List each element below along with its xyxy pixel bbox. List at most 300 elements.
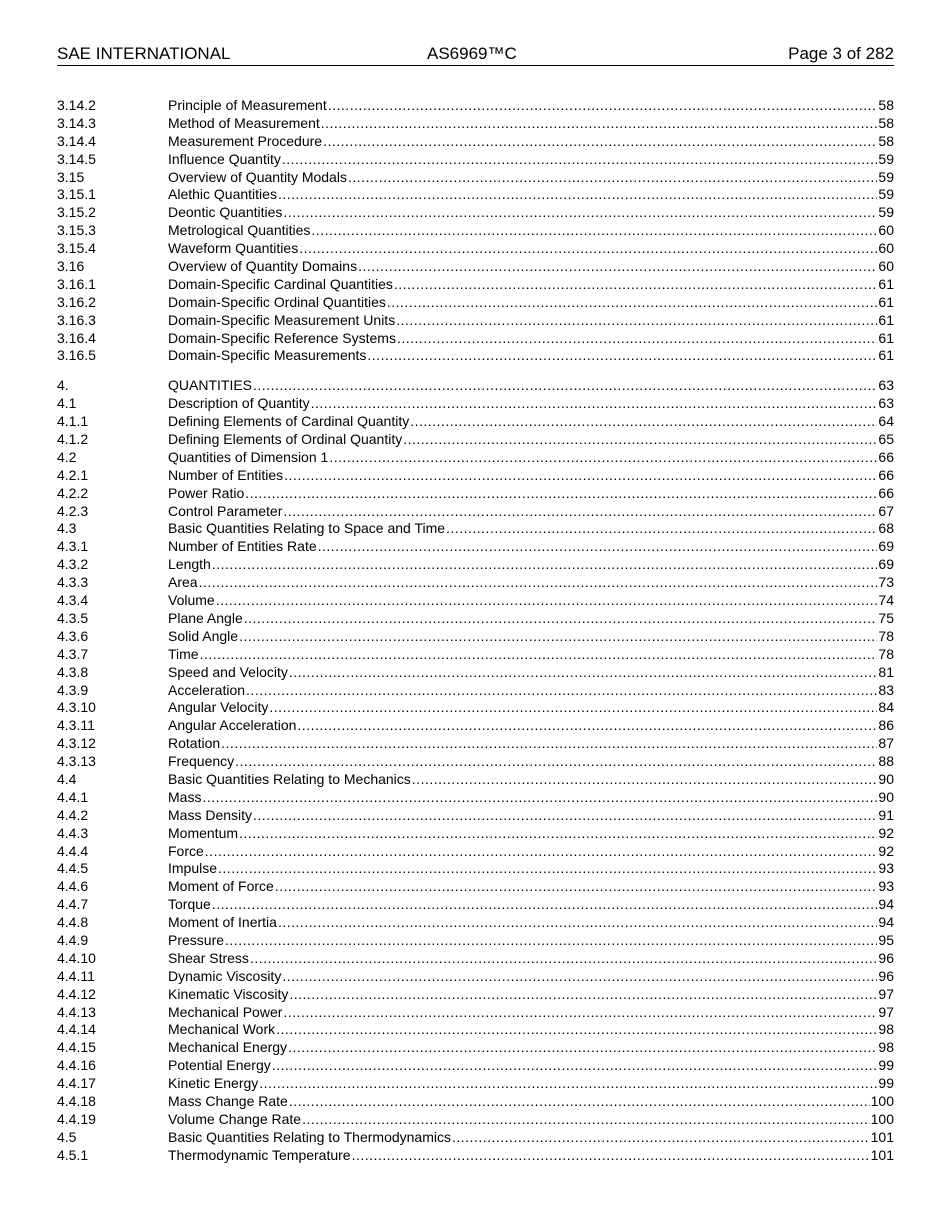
toc-entry[interactable] <box>57 97 894 115</box>
toc-entry[interactable] <box>57 449 894 467</box>
toc-section-title: Basic Quantities Relating to Thermodynamics <box>168 1128 451 1145</box>
toc-dot-leader <box>259 1075 877 1093</box>
toc-entry[interactable] <box>57 753 894 771</box>
toc-dot-leader <box>288 1039 877 1057</box>
toc-dot-leader <box>452 1129 870 1147</box>
toc-section-number: 4.1.1 <box>57 413 89 430</box>
toc-section-number: 4.1.2 <box>57 431 89 448</box>
toc-section-number: 3.16.4 <box>57 329 96 346</box>
toc-entry[interactable] <box>57 699 894 717</box>
toc-entry[interactable] <box>57 377 894 395</box>
toc-dot-leader <box>284 467 877 485</box>
toc-section-number: 4.4.8 <box>57 914 89 931</box>
toc-section-title: Defining Elements of Ordinal Quantity <box>168 431 403 448</box>
toc-section-title: Length <box>168 556 211 573</box>
toc-dot-leader <box>225 932 877 950</box>
toc-section-number: 4.1 <box>57 395 77 412</box>
toc-dot-leader <box>272 1057 878 1075</box>
toc-entry-line <box>168 538 894 556</box>
toc-section-title: Power Ratio <box>168 484 245 501</box>
toc-dot-leader <box>396 312 877 330</box>
toc-entry-line <box>168 186 894 204</box>
toc-dot-leader <box>253 807 877 825</box>
toc-entry[interactable] <box>57 771 894 789</box>
toc-entry-line <box>168 258 894 276</box>
toc-dot-leader <box>367 347 877 365</box>
header-org: SAE INTERNATIONAL <box>57 44 231 63</box>
toc-entry[interactable] <box>57 467 894 485</box>
toc-dot-leader <box>276 1021 877 1039</box>
toc-section-title: Influence Quantity <box>168 150 281 167</box>
toc-section-number: 3.15 <box>57 168 85 185</box>
toc-entry[interactable] <box>57 574 894 592</box>
toc-entry-line <box>168 646 894 664</box>
toc-page-number: 69 <box>878 538 894 555</box>
toc-section-title: Mass Change Rate <box>168 1092 288 1109</box>
toc-entry[interactable] <box>57 294 894 312</box>
toc-entry[interactable] <box>57 682 894 700</box>
toc-entry-line <box>168 789 894 807</box>
toc-dot-leader <box>245 485 877 503</box>
toc-section-title: Shear Stress <box>168 949 249 966</box>
toc-entry[interactable] <box>57 395 894 413</box>
toc-section-title: Deontic Quantities <box>168 204 283 221</box>
toc-entry-line <box>168 1057 894 1075</box>
toc-section-title: Alethic Quantities <box>168 186 277 203</box>
toc-page-number: 78 <box>878 627 894 644</box>
toc-entry[interactable] <box>57 1004 894 1022</box>
toc-entry-line <box>168 914 894 932</box>
toc-entry-line <box>168 276 894 294</box>
toc-entry[interactable] <box>57 860 894 878</box>
toc-section-title: Basic Quantities Relating to Mechanics <box>168 770 411 787</box>
toc-page-number: 69 <box>878 556 894 573</box>
toc-section-number: 3.14.4 <box>57 132 96 149</box>
toc-entry[interactable] <box>57 950 894 968</box>
toc-entry[interactable] <box>57 276 894 294</box>
toc-section-title: Domain-Specific Measurements <box>168 347 367 364</box>
toc-entry[interactable] <box>57 222 894 240</box>
toc-entry[interactable] <box>57 204 894 222</box>
toc-section-number: 4.4.16 <box>57 1057 96 1074</box>
toc-section-title: Speed and Velocity <box>168 663 288 680</box>
toc-section-number: 4.4 <box>57 770 77 787</box>
toc-section-number: 4.4.2 <box>57 806 89 823</box>
toc-page-number: 99 <box>878 1075 894 1092</box>
toc-dot-leader <box>239 825 877 843</box>
toc-section-number: 4.4.19 <box>57 1110 96 1127</box>
toc-section-title: Waveform Quantities <box>168 240 299 257</box>
toc-section-title: Rotation <box>168 735 221 752</box>
toc-entry[interactable] <box>57 258 894 276</box>
toc-entry-line <box>168 556 894 574</box>
toc-entry-line <box>168 610 894 628</box>
toc-entry-line <box>168 771 894 789</box>
toc-page-number: 60 <box>878 258 894 275</box>
toc-page-number: 90 <box>878 770 894 787</box>
toc-section-number: 3.16.3 <box>57 311 96 328</box>
toc-entry[interactable] <box>57 413 894 431</box>
toc-section-number: 4.4.13 <box>57 1003 96 1020</box>
toc-page-number: 61 <box>878 347 894 364</box>
toc-page-number: 101 <box>870 1146 894 1163</box>
toc-entry-line <box>168 1093 894 1111</box>
toc-dot-leader <box>250 950 877 968</box>
toc-page-number: 59 <box>878 168 894 185</box>
toc-entry[interactable] <box>57 169 894 187</box>
toc-dot-leader <box>403 431 877 449</box>
toc-entry[interactable] <box>57 485 894 503</box>
toc-dot-leader <box>282 151 878 169</box>
toc-page-number: 88 <box>878 753 894 770</box>
toc-entry[interactable] <box>57 932 894 950</box>
toc-dot-leader <box>412 771 878 789</box>
toc-entry-line <box>168 968 894 986</box>
toc-entry[interactable] <box>57 843 894 861</box>
toc-entry[interactable] <box>57 312 894 330</box>
toc-entry[interactable] <box>57 1093 894 1111</box>
toc-section-title: Kinetic Energy <box>168 1075 259 1092</box>
toc-section-number: 4.2.3 <box>57 502 89 519</box>
toc-section-number: 4.3.1 <box>57 538 89 555</box>
toc-entry[interactable] <box>57 1147 894 1165</box>
toc-section-number: 4.3.5 <box>57 609 89 626</box>
toc-page-number: 60 <box>878 222 894 239</box>
toc-page-number: 94 <box>878 896 894 913</box>
toc-entry[interactable] <box>57 1129 894 1147</box>
toc-entry-line <box>168 843 894 861</box>
toc-section-number: 4.3.7 <box>57 645 89 662</box>
toc-entry[interactable] <box>57 133 894 151</box>
toc-section-title: Domain-Specific Cardinal Quantities <box>168 275 393 292</box>
toc-section-title: Mass <box>168 788 202 805</box>
toc-page-number: 93 <box>878 860 894 877</box>
toc-page-number: 61 <box>878 293 894 310</box>
toc-page-number: 59 <box>878 186 894 203</box>
toc-entry-line <box>168 682 894 700</box>
toc-entry[interactable] <box>57 628 894 646</box>
toc-section-number: 4.4.9 <box>57 931 89 948</box>
toc-dot-leader <box>205 843 878 861</box>
toc-section-title: Method of Measurement <box>168 114 320 131</box>
toc-page-number: 96 <box>878 967 894 984</box>
toc-dot-leader <box>239 628 877 646</box>
page-header <box>57 43 894 66</box>
toc-entry-line <box>168 699 894 717</box>
toc-section-title: Mechanical Work <box>168 1021 276 1038</box>
toc-page-number: 61 <box>878 311 894 328</box>
toc-section-number: 3.16.5 <box>57 347 96 364</box>
toc-entry-line <box>168 986 894 1004</box>
toc-dot-leader <box>352 1147 870 1165</box>
toc-page-number: 100 <box>870 1092 894 1109</box>
toc-section-number: 3.14.3 <box>57 114 96 131</box>
toc-section-number: 3.15.1 <box>57 186 96 203</box>
toc-section-title: Angular Velocity <box>168 699 269 716</box>
toc-entry-line <box>168 807 894 825</box>
toc-entry-line <box>168 896 894 914</box>
toc-entry-line <box>168 97 894 115</box>
toc-section-number: 3.15.2 <box>57 204 96 221</box>
toc-section-title: Metrological Quantities <box>168 222 311 239</box>
toc-entry[interactable] <box>57 330 894 348</box>
toc-entry-line <box>168 222 894 240</box>
toc-dot-leader <box>446 520 877 538</box>
toc-entry[interactable] <box>57 520 894 538</box>
toc-dot-leader <box>216 592 878 610</box>
toc-dot-leader <box>212 896 878 914</box>
toc-dot-leader <box>283 204 877 222</box>
toc-dot-leader <box>289 664 878 682</box>
toc-entry-line <box>168 330 894 348</box>
toc-section-title: Overview of Quantity Domains <box>168 258 358 275</box>
toc-section-number: 4.3.2 <box>57 556 89 573</box>
toc-section-number: 4.3.4 <box>57 592 89 609</box>
toc-dot-leader <box>235 753 877 771</box>
toc-section-title: Dynamic Viscosity <box>168 967 282 984</box>
toc-entry[interactable] <box>57 538 894 556</box>
toc-entry-line <box>168 932 894 950</box>
toc-section-number: 4.2.2 <box>57 484 89 501</box>
toc-entry[interactable] <box>57 186 894 204</box>
toc-entry-line <box>168 151 894 169</box>
toc-section-number: 4. <box>57 377 69 394</box>
toc-dot-leader <box>244 610 878 628</box>
toc-section-number: 4.4.6 <box>57 878 89 895</box>
toc-section-title: Moment of Force <box>168 878 274 895</box>
toc-dot-leader <box>212 556 878 574</box>
toc-entry[interactable] <box>57 986 894 1004</box>
toc-section-title: Volume Change Rate <box>168 1110 302 1127</box>
toc-dot-leader <box>328 97 878 115</box>
toc-section-title: Plane Angle <box>168 609 243 626</box>
toc-section-title: Defining Elements of Cardinal Quantity <box>168 413 410 430</box>
toc-dot-leader <box>323 133 877 151</box>
toc-entry-line <box>168 878 894 896</box>
toc-entry[interactable] <box>57 592 894 610</box>
toc-page-number: 97 <box>878 1003 894 1020</box>
toc-entry-line <box>168 592 894 610</box>
toc-page-number: 97 <box>878 985 894 1002</box>
toc-entry-line <box>168 467 894 485</box>
toc-entry-line <box>168 860 894 878</box>
table-of-contents <box>57 97 894 1165</box>
toc-section-title: Principle of Measurement <box>168 97 327 113</box>
toc-section-title: Overview of Quantity Modals <box>168 168 347 185</box>
toc-section-title: Force <box>168 842 204 859</box>
toc-entry-line <box>168 574 894 592</box>
toc-page-number: 92 <box>878 824 894 841</box>
toc-entry-line <box>168 169 894 187</box>
toc-entry[interactable] <box>57 556 894 574</box>
toc-section-number: 4.3 <box>57 520 77 537</box>
toc-entry[interactable] <box>57 1021 894 1039</box>
toc-page-number: 59 <box>878 150 894 167</box>
toc-page-number: 66 <box>878 448 894 465</box>
toc-section-number: 3.14.2 <box>57 97 96 113</box>
toc-entry[interactable] <box>57 1039 894 1057</box>
toc-entry-line <box>168 377 894 395</box>
toc-section-title: Quantities of Dimension 1 <box>168 448 329 465</box>
toc-dot-leader <box>289 1093 870 1111</box>
toc-page-number: 74 <box>878 592 894 609</box>
toc-section-title: Angular Acceleration <box>168 717 297 734</box>
toc-dot-leader <box>289 986 877 1004</box>
toc-entry[interactable] <box>57 968 894 986</box>
toc-section-title: Kinematic Viscosity <box>168 985 289 1002</box>
toc-section-title: Domain-Specific Reference Systems <box>168 329 396 346</box>
toc-page-number: 66 <box>878 484 894 501</box>
toc-section-number: 4.4.15 <box>57 1039 96 1056</box>
toc-entry[interactable] <box>57 878 894 896</box>
toc-section-title: Area <box>168 574 198 591</box>
toc-dot-leader <box>321 115 878 133</box>
toc-entry-line <box>168 413 894 431</box>
toc-entry-line <box>168 628 894 646</box>
toc-section-title: QUANTITIES <box>168 377 253 394</box>
toc-section-number: 4.3.6 <box>57 627 89 644</box>
toc-entry[interactable] <box>57 896 894 914</box>
toc-page-number: 96 <box>878 949 894 966</box>
toc-section-title: Mass Density <box>168 806 253 823</box>
toc-entry-line <box>168 240 894 258</box>
toc-dot-leader <box>199 574 878 592</box>
toc-page-number: 58 <box>878 132 894 149</box>
toc-section-number: 4.2.1 <box>57 466 89 483</box>
toc-section-title: Domain-Specific Measurement Units <box>168 311 396 328</box>
toc-entry-line <box>168 1111 894 1129</box>
toc-dot-leader <box>311 395 878 413</box>
toc-entry[interactable] <box>57 717 894 735</box>
toc-section-title: Time <box>168 645 199 662</box>
toc-section-number: 3.14.5 <box>57 150 96 167</box>
toc-section-number: 4.4.17 <box>57 1075 96 1092</box>
toc-entry[interactable] <box>57 347 894 365</box>
toc-dot-leader <box>318 538 878 556</box>
toc-section-title: Number of Entities Rate <box>168 538 317 555</box>
toc-page-number: 63 <box>878 377 894 394</box>
toc-section-title: Pressure <box>168 931 225 948</box>
toc-entry-line <box>168 1147 894 1165</box>
toc-entry[interactable] <box>57 610 894 628</box>
toc-page-number: 100 <box>870 1110 894 1127</box>
toc-dot-leader <box>275 878 878 896</box>
toc-section-title: Domain-Specific Ordinal Quantities <box>168 293 386 310</box>
toc-section-title: Frequency <box>168 753 235 770</box>
toc-section-title: Thermodynamic Temperature <box>168 1146 351 1163</box>
toc-dot-leader <box>200 646 878 664</box>
toc-entry-line <box>168 717 894 735</box>
toc-entry[interactable] <box>57 503 894 521</box>
toc-page-number: 92 <box>878 842 894 859</box>
toc-entry[interactable] <box>57 825 894 843</box>
toc-dot-leader <box>329 449 877 467</box>
toc-section-number: 3.16 <box>57 258 85 275</box>
toc-page-number: 98 <box>878 1039 894 1056</box>
toc-section-number: 4.3.10 <box>57 699 96 716</box>
toc-entry[interactable] <box>57 431 894 449</box>
toc-dot-leader <box>246 682 877 700</box>
toc-section-number: 4.5 <box>57 1128 77 1145</box>
toc-entry-line <box>168 204 894 222</box>
toc-entry[interactable] <box>57 646 894 664</box>
toc-dot-leader <box>218 860 877 878</box>
toc-page-number: 99 <box>878 1057 894 1074</box>
toc-entry-line <box>168 485 894 503</box>
toc-section-title: Mechanical Energy <box>168 1039 288 1056</box>
toc-entry[interactable] <box>57 807 894 825</box>
toc-section-number: 3.16.2 <box>57 293 96 310</box>
toc-page-number: 65 <box>878 431 894 448</box>
toc-section-number: 4.4.1 <box>57 788 89 805</box>
toc-page-number: 84 <box>878 699 894 716</box>
toc-section-number: 4.3.13 <box>57 753 96 770</box>
toc-page-number: 75 <box>878 609 894 626</box>
toc-entry[interactable] <box>57 115 894 133</box>
toc-section-title: Number of Entities <box>168 466 284 483</box>
toc-section-number: 4.5.1 <box>57 1146 89 1163</box>
toc-dot-leader <box>410 413 877 431</box>
toc-entry-line <box>168 1039 894 1057</box>
toc-entry[interactable] <box>57 1111 894 1129</box>
toc-section-number: 4.3.3 <box>57 574 89 591</box>
toc-section-title: Solid Angle <box>168 627 239 644</box>
toc-entry[interactable] <box>57 664 894 682</box>
toc-entry-line <box>168 449 894 467</box>
toc-page-number: 63 <box>878 395 894 412</box>
toc-entry-line <box>168 520 894 538</box>
toc-dot-leader <box>297 717 877 735</box>
toc-entry[interactable] <box>57 1075 894 1093</box>
toc-dot-leader <box>283 503 877 521</box>
toc-page-number: 68 <box>878 520 894 537</box>
toc-page-number: 67 <box>878 502 894 519</box>
toc-page-number: 93 <box>878 878 894 895</box>
toc-dot-leader <box>358 258 877 276</box>
toc-dot-leader <box>311 222 877 240</box>
toc-entry[interactable] <box>57 914 894 932</box>
toc-page-number: 98 <box>878 1021 894 1038</box>
toc-page-number: 83 <box>878 681 894 698</box>
toc-dot-leader <box>283 1004 877 1022</box>
toc-entry-line <box>168 1075 894 1093</box>
toc-page-number: 61 <box>878 329 894 346</box>
toc-entry[interactable] <box>57 240 894 258</box>
toc-section-number: 4.3.12 <box>57 735 96 752</box>
toc-entry[interactable] <box>57 1057 894 1075</box>
toc-entry-line <box>168 950 894 968</box>
toc-section-title: Measurement Procedure <box>168 132 323 149</box>
toc-entry[interactable] <box>57 151 894 169</box>
toc-section-number: 4.4.10 <box>57 949 96 966</box>
toc-section-title: Description of Quantity <box>168 395 310 412</box>
toc-page-number: 64 <box>878 413 894 430</box>
toc-section-number: 4.4.3 <box>57 824 89 841</box>
toc-page-number: 81 <box>878 663 894 680</box>
toc-entry-line <box>168 395 894 413</box>
toc-dot-leader <box>253 377 877 395</box>
toc-entry[interactable] <box>57 789 894 807</box>
toc-entry-line <box>168 431 894 449</box>
toc-section-title: Control Parameter <box>168 502 283 519</box>
toc-entry-line <box>168 1021 894 1039</box>
toc-entry[interactable] <box>57 735 894 753</box>
toc-entry-line <box>168 753 894 771</box>
toc-section-title: Momentum <box>168 824 239 841</box>
toc-page-number: 60 <box>878 240 894 257</box>
toc-section-title: Mechanical Power <box>168 1003 283 1020</box>
toc-page-number: 90 <box>878 788 894 805</box>
